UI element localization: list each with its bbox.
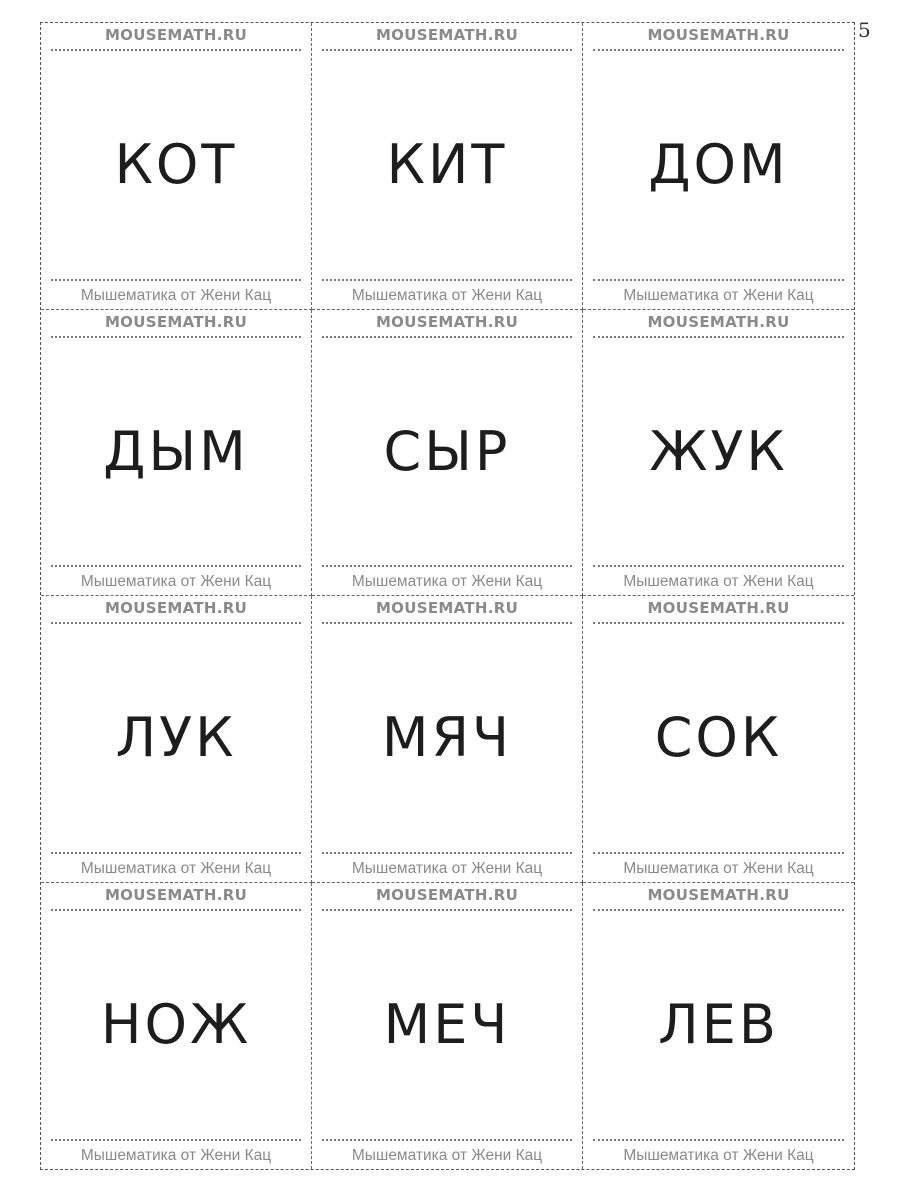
- card-site-label: MOUSEMATH.RU: [375, 599, 519, 617]
- word-card: [312, 23, 583, 310]
- card-author-label: Мышематика от Жени Кац: [351, 1147, 543, 1164]
- card-site-label: MOUSEMATH.RU: [647, 26, 790, 44]
- card-site-label: MOUSEMATH.RU: [375, 312, 519, 331]
- card-word: ЛЕВ: [658, 993, 779, 1057]
- card-author-label: Мышематика от Жени Кац: [80, 859, 272, 877]
- card-bottom-cut-line: [51, 852, 301, 854]
- word-card: [41, 596, 312, 883]
- card-site-label: MOUSEMATH.RU: [647, 885, 790, 904]
- word-card: [583, 596, 854, 883]
- card-word: ДЫМ: [103, 419, 249, 483]
- word-card: [583, 23, 854, 310]
- card-author-label: Мышематика от Жени Кац: [80, 1147, 272, 1164]
- card-site-label: MOUSEMATH.RU: [104, 599, 248, 617]
- card-word: СЫР: [383, 419, 511, 483]
- card-site-label: MOUSEMATH.RU: [375, 26, 519, 44]
- card-bottom-cut-line: [593, 279, 844, 281]
- card-bottom-cut-line: [51, 1139, 301, 1141]
- word-card: [312, 883, 583, 1170]
- card-site-label: MOUSEMATH.RU: [647, 599, 790, 617]
- card-site-label: MOUSEMATH.RU: [104, 26, 248, 44]
- card-word: МЕЧ: [383, 993, 511, 1057]
- card-site-label: MOUSEMATH.RU: [375, 885, 519, 904]
- card-word: СОК: [654, 706, 783, 770]
- card-word: КОТ: [114, 133, 238, 197]
- card-author-label: Мышематика от Жени Кац: [623, 286, 814, 304]
- card-bottom-cut-line: [593, 1139, 844, 1141]
- card-site-label: MOUSEMATH.RU: [104, 312, 248, 331]
- card-author-label: Мышематика от Жени Кац: [351, 286, 543, 304]
- card-word: ЖУК: [649, 419, 788, 483]
- card-author-label: Мышематика от Жени Кац: [80, 573, 272, 590]
- card-bottom-cut-line: [322, 279, 572, 281]
- card-sheet: [40, 22, 855, 1170]
- card-bottom-cut-line: [322, 1139, 572, 1141]
- card-word: ЛУК: [115, 706, 237, 770]
- card-bottom-cut-line: [322, 852, 572, 854]
- card-bottom-cut-line: [51, 279, 301, 281]
- word-card: [312, 310, 583, 597]
- card-author-label: Мышематика от Жени Кац: [351, 859, 543, 877]
- page-number: 5: [858, 18, 871, 42]
- card-site-label: MOUSEMATH.RU: [647, 312, 790, 331]
- word-card: [583, 883, 854, 1170]
- word-card: [41, 23, 312, 310]
- card-word: КИТ: [386, 133, 508, 197]
- card-author-label: Мышематика от Жени Кац: [80, 286, 272, 304]
- card-word: ДОМ: [648, 133, 789, 197]
- word-card: [41, 310, 312, 597]
- word-card: [583, 310, 854, 597]
- card-author-label: Мышематика от Жени Кац: [351, 573, 543, 590]
- card-author-label: Мышематика от Жени Кац: [623, 1147, 814, 1164]
- card-site-label: MOUSEMATH.RU: [104, 885, 248, 904]
- word-card: [41, 883, 312, 1170]
- card-author-label: Мышематика от Жени Кац: [623, 859, 814, 877]
- card-word: МЯЧ: [381, 706, 513, 770]
- card-bottom-cut-line: [51, 565, 301, 567]
- card-bottom-cut-line: [322, 565, 572, 567]
- card-bottom-cut-line: [593, 565, 844, 567]
- card-author-label: Мышематика от Жени Кац: [623, 573, 814, 590]
- card-word: НОЖ: [100, 993, 252, 1057]
- card-bottom-cut-line: [593, 852, 844, 854]
- word-card: [312, 596, 583, 883]
